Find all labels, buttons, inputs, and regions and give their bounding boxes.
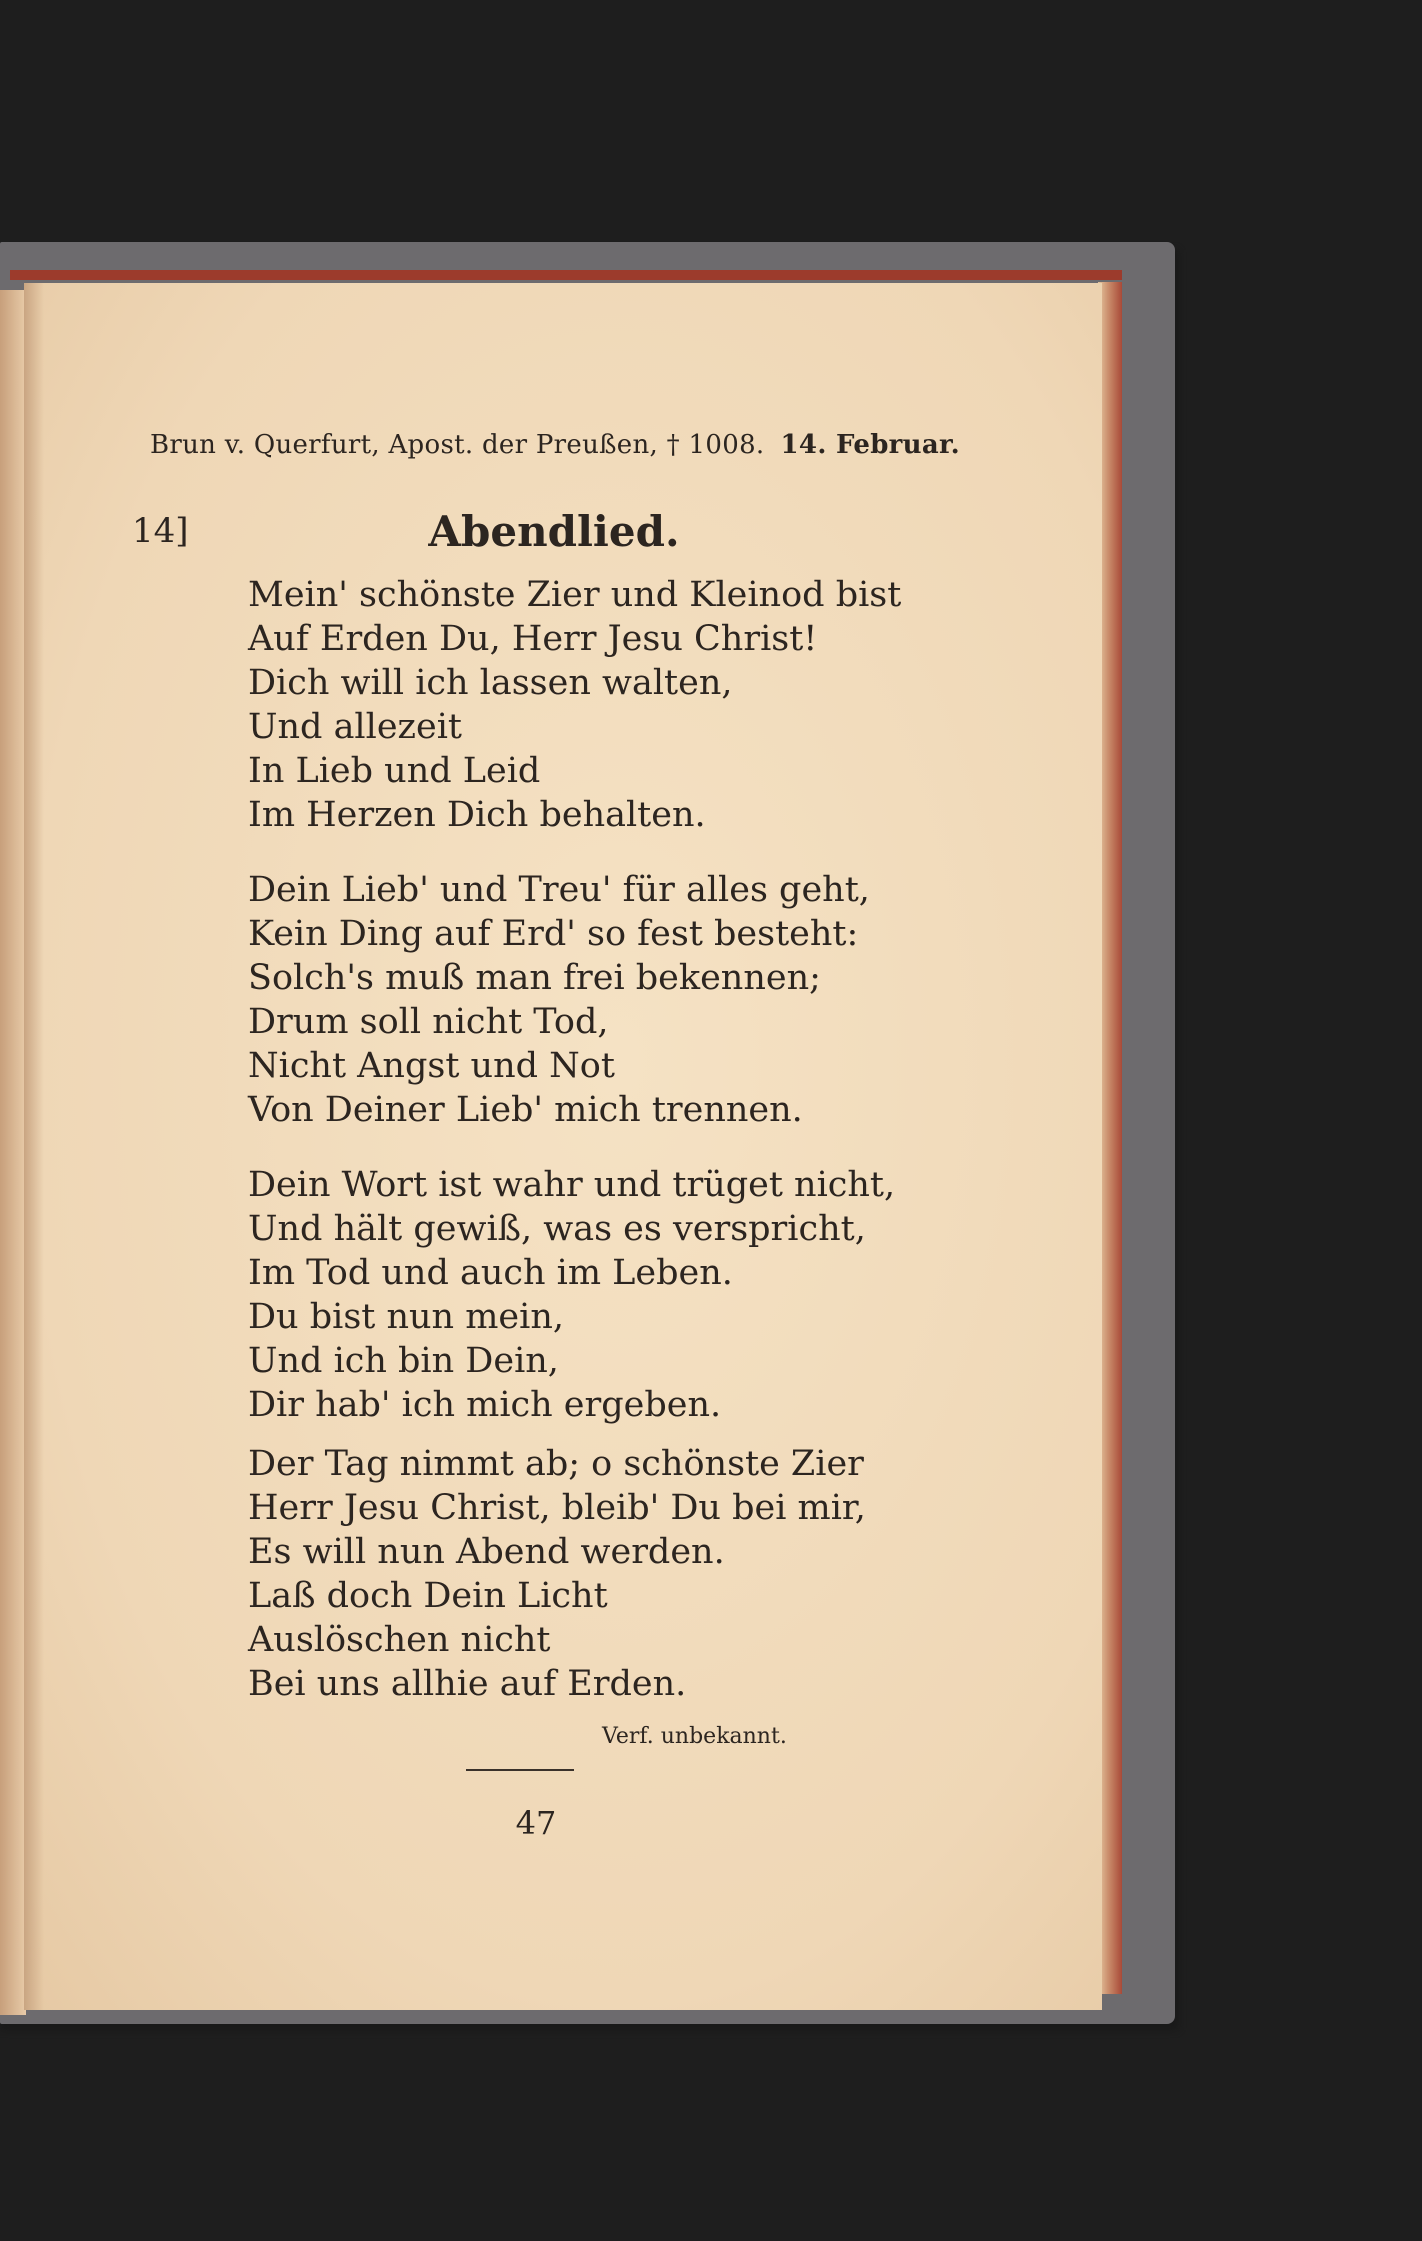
running-head-left: Brun v. Querfurt, Apost. der Preußen, † 1008.	[150, 430, 765, 460]
poem-line: Von Deiner Lieb' mich trennen.	[248, 1090, 803, 1130]
poem-line: Kein Ding auf Erd' so fest besteht:	[248, 914, 859, 954]
author-attribution: Verf. unbekannt.	[602, 1724, 787, 1749]
left-page-edge	[0, 290, 26, 2015]
poem-line: Im Tod und auch im Leben.	[248, 1253, 733, 1293]
poem-title: Abendlied.	[428, 507, 680, 556]
stanza-1	[248, 573, 901, 837]
poem-line: Und ich bin Dein,	[248, 1341, 559, 1381]
page-gutter	[24, 283, 44, 2010]
poem-line: Auf Erden Du, Herr Jesu Christ!	[248, 619, 818, 659]
poem-line: In Lieb und Leid	[248, 751, 541, 791]
poem-line: Und hält gewiß, was es verspricht,	[248, 1209, 866, 1249]
poem-line: Dein Lieb' und Treu' für alles geht,	[248, 870, 870, 910]
poem-line: Im Herzen Dich behalten.	[248, 795, 706, 835]
stanza-2	[248, 868, 870, 1132]
poem-line: Auslöschen nicht	[248, 1620, 551, 1660]
poem-line: Mein' schönste Zier und Kleinod bist	[248, 575, 902, 615]
poem-line: Dich will ich lassen walten,	[248, 663, 733, 703]
poem-line: Du bist nun mein,	[248, 1297, 564, 1337]
stanza-4	[248, 1442, 866, 1706]
poem-line: Dein Wort ist wahr und trüget nicht,	[248, 1165, 896, 1205]
running-head	[150, 430, 960, 460]
poem-line: Drum soll nicht Tod,	[248, 1002, 609, 1042]
poem-line: Bei uns allhie auf Erden.	[248, 1664, 687, 1704]
poem-line: Solch's muß man frei bekennen;	[248, 958, 821, 998]
stanza-3	[248, 1163, 895, 1427]
book-page	[24, 283, 1102, 2010]
poem-line: Und allezeit	[248, 707, 462, 747]
page-number: 47	[515, 1804, 557, 1842]
poem-line: Laß doch Dein Licht	[248, 1576, 608, 1616]
running-head-date: 14. Februar.	[780, 430, 960, 460]
red-page-edge-top	[10, 270, 1122, 280]
divider-rule	[466, 1769, 574, 1771]
poem-line: Herr Jesu Christ, bleib' Du bei mir,	[248, 1488, 866, 1528]
poem-line: Dir hab' ich mich ergeben.	[248, 1385, 722, 1425]
poem-line: Es will nun Abend werden.	[248, 1532, 725, 1572]
poem-line: Nicht Angst und Not	[248, 1046, 615, 1086]
entry-number: 14]	[132, 511, 189, 551]
poem-line: Der Tag nimmt ab; o schönste Zier	[248, 1444, 864, 1484]
